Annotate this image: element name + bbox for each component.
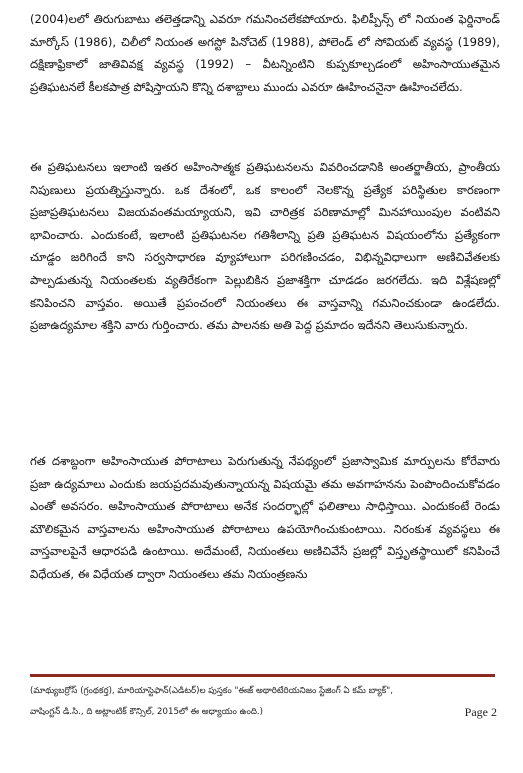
footnote-line-1: (మాథ్యుబర్రోస్ (గ్రంథకర్త), మారియాస్టెఫాన్(ఎడిటర్)ల పుస్తకం "ఈజ్ అథారిటేరియనిజం స్టేజింగ్ ఏ కమ్ బ్యాక్",: [30, 686, 393, 696]
body-paragraph-1: (2004)లలో తిరుగుబాటు తలెత్తడాన్ని ఎవరూ గమనించలేకపోయారు. ఫిలిప్పీన్స్ లో నియంత ఫెర్డినాండ్ మార్కోస్ (1986), చిలీలో నియంత అగస్టో పినోచెట్ (1988), పోలెండ్ లో సోవియట్ వ్యవస్థ (1989), దక్షిణాఫ్రికాలో జాతివివక్ష వ్యవస్థ (1992) – వీటన్నింటిని కుప్పకూల్చడంలో అహింసాయుతమైన ప్రతిఘటనలే కీలకపాత్ర పోషిస్తాయని కొన్ని దశాబ్దాలు ముందు ఎవరూ ఊహించనైనా ఊహించలేదు.: [30, 12, 500, 94]
footer-divider: [30, 674, 495, 677]
body-paragraph-3: గత దశాబ్దంగా అహింసాయుత పోరాటాలు పెరుగుతున్న నేపథ్యంలో ప్రజాస్వామిక మార్పులను కోరేవారు ప్రజా ఉద్యమాలు ఎందుకు జయప్రదమవుతున్నాయన్న విషయమై తమ అవగాహనను పెంపొందించుకోవడం ఎంతో అవసరం. అహింసాయుత పోరాటాలు అనేక సందర్భాల్లో ఫలితాలు సాధిస్తాయి. ఎందుకంటే రెండు మౌలికమైన వాస్తవాలను అహింసాయుత పోరాటాలు ఉపయోగించుకుంటాయి. నిరంకుశ వ్యవస్థలు ఈ వాస్తవాలపైనే ఆధారపడి ఉంటాయి. అదేమంటే, నియంతలు అణిచివేసే ప్రజల్లో విస్తృతస్థాయిలో కనిపించే విధేయత, ఈ విధేయత ద్వారా నియంతలు తమ నియంత్రణను: [30, 454, 500, 581]
footnote-line-2: వాషింగ్టన్ డి.సి., ది అట్లాంటిక్ కౌన్సిల్, 2015లో ఈ అధ్యాయం ఉంది.): [30, 707, 264, 717]
body-paragraph-2: ఈ ప్రతిఘటనలు ఇలాంటి ఇతర అహింసాత్మక ప్రతిఘటనలను వివరించడానికి అంతర్జాతీయ, ప్రాంతీయ నిపుణులు ప్రయత్నిస్తున్నారు. ఒక దేశంలో, ఒక కాలంలో నెలకొన్న ప్రత్యేక పరిస్థితుల కారణంగా ప్రజాప్రతిఘటనలు విజయవంతమయ్యాయని, ఇవి చారిత్రక పరిణామాల్లో మినహాయింపుల వంటివని భావించారు. ఎందుకంటే, ఇలాంటి ప్రతిఘటనల గతిశీలాన్ని ప్రతి ప్రతిఘటన విషయంలోను ప్రత్యేకంగా చూడ్డం జరిగిందే కాని సర్వసాధారణ వ్యూహాలుగా పరిగణించడం, విభిన్నవిధాలుగా అణిచివేతలకు పాల్పడుతున్న నియంతలకు వ్యతిరేకంగా పెల్లుబికిన ప్రజాశక్తిగా చూడడం జరగలేదు. ఇది విశ్లేషణల్లో కనిపించని వాస్తవం. అయితే ప్రపంచంలో నియంతలు ఈ వాస్తవాన్ని గమనించకుండా ఉండలేదు. ప్రజాఉద్యమాల శక్తిని వారు గుర్తించారు. తమ పాలనకు అతి పెద్ద ప్రమాదం ఇదేనని తెలుసుకున్నారు.: [30, 160, 500, 333]
page-number: Page 2: [464, 705, 497, 719]
